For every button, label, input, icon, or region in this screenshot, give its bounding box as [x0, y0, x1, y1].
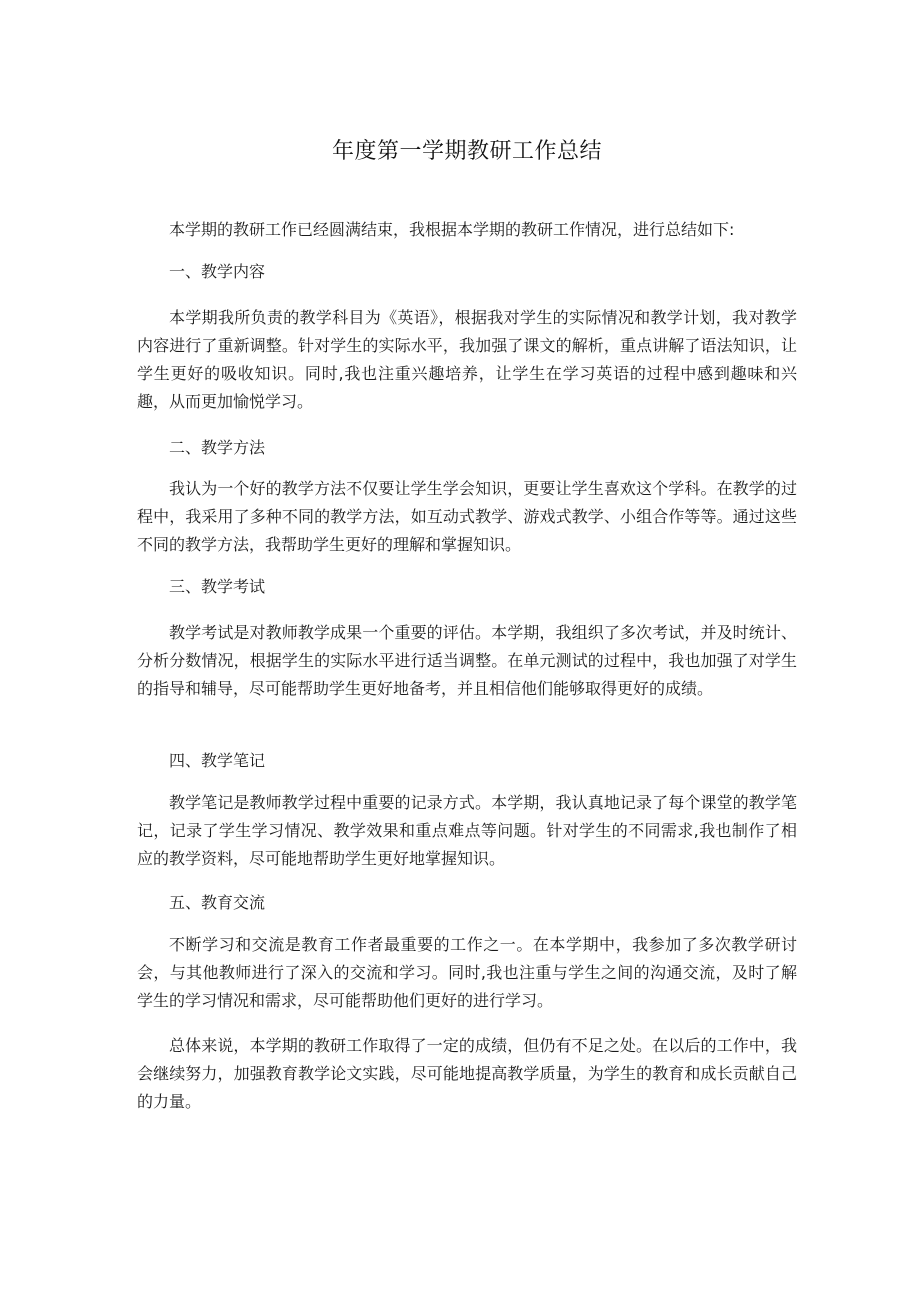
intro-paragraph: 本学期的教研工作已经圆满结束，我根据本学期的教研工作情况，进行总结如下: — [169, 220, 735, 239]
section-heading-method: 二、教学方法 — [169, 438, 266, 457]
section-heading-notes: 四、教学笔记 — [169, 751, 266, 770]
section-body-method: 我认为一个好的教学方法不仅要让学生学会知识，更要让学生喜欢这个学科。在教学的过程中，我采用了多种不同的教学方法，如互动式教学、游戏式教学、小组合作等等。通过这些不同的教学方法，我帮助学生更好的理解和掌握知识。 — [137, 479, 797, 554]
section-body-notes: 教学笔记是教师教学过程中重要的记录方式。本学期，我认真地记录了每个课堂的教学笔记，记录了学生学习情况、教学效果和重点难点等问题。针对学生的不同需求,我也制作了相应的教学资料，尽可能地帮助学生更好地掌握知识。 — [137, 793, 797, 868]
document-title: 年度第一学期教研工作总结 — [331, 139, 602, 164]
conclusion-paragraph: 总体来说，本学期的教研工作取得了一定的成绩，但仍有不足之处。在以后的工作中，我会继续努力，加强教育教学论文实践，尽可能地提高教学质量，为学生的教育和成长贡献自己的力量。 — [137, 1036, 797, 1111]
section-body-exchange: 不断学习和交流是教育工作者最重要的工作之一。在本学期中，我参加了多次教学研讨会，与其他教师进行了深入的交流和学习。同时,我也注重与学生之间的沟通交流，及时了解学生的学习情况和需求，尽可能帮助他们更好的进行学习。 — [137, 935, 797, 1010]
section-body-exam: 教学考试是对教师教学成果一个重要的评估。本学期，我组织了多次考试，并及时统计、分析分数情况，根据学生的实际水平进行适当调整。在单元测试的过程中，我也加强了对学生的指导和辅导，尽可能帮助学生更好地备考，并且相信他们能够取得更好的成绩。 — [137, 623, 797, 698]
section-body-content: 本学期我所负责的教学科目为《英语》，根据我对学生的实际情况和教学计划，我对教学内容进行了重新调整。针对学生的实际水平，我加强了课文的解析，重点讲解了语法知识，让学生更好的吸收知识。同时,我也注重兴趣培养，让学生在学习英语的过程中感到趣味和兴趣，从而更加愉悦学习。 — [137, 308, 797, 411]
section-heading-exchange: 五、教育交流 — [169, 893, 266, 912]
section-heading-exam: 三、教学考试 — [169, 577, 266, 596]
section-heading-content: 一、教学内容 — [169, 262, 266, 281]
